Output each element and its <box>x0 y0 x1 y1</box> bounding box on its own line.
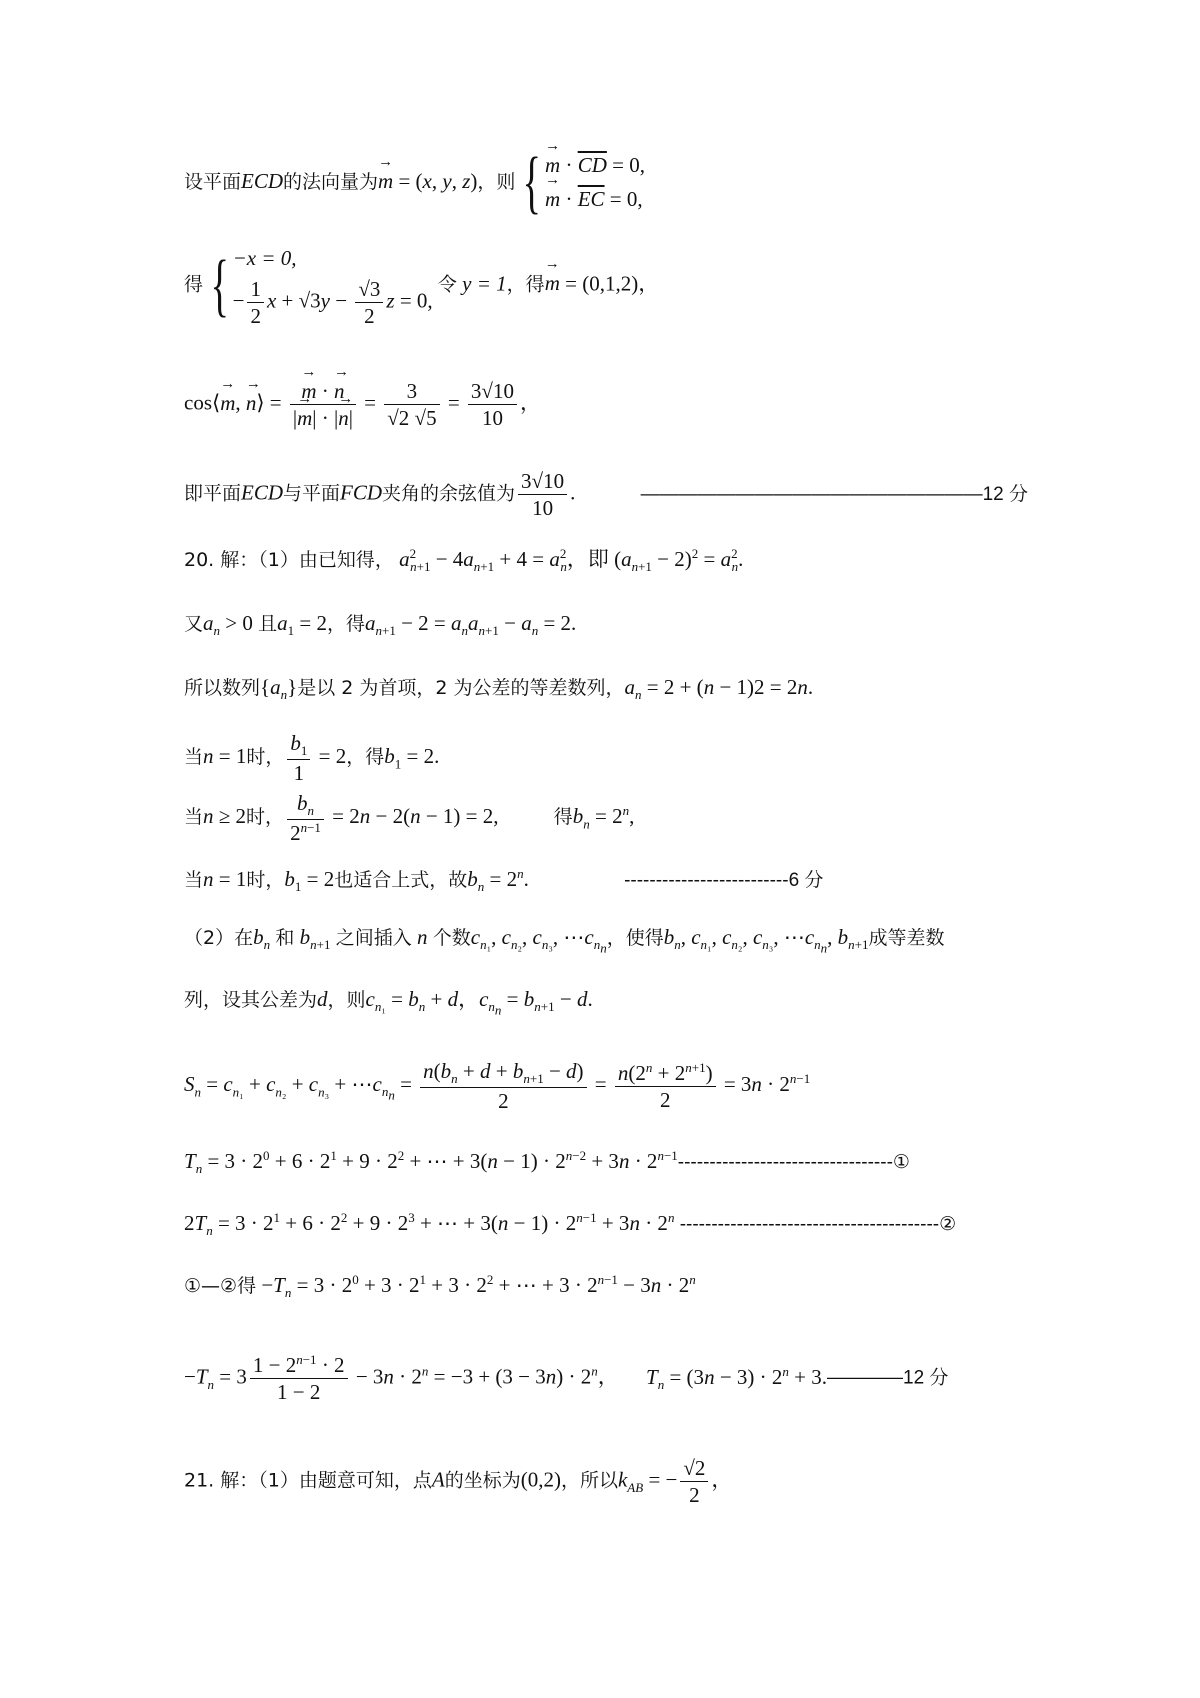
q21-line-1: 21. 解：（1）由题意可知，点A的坐标为(0,2)，所以$k_{AB}$ = − $\frac{√2}{2}$ ， <box>184 1456 733 1508</box>
text: 成等差数 <box>868 927 945 949</box>
q20-line-4: 当n = 1时， $\frac{b_1}{1}$ = 2，得$b_1 = 2$. <box>184 731 440 786</box>
cos-num: 3√10 <box>468 378 517 405</box>
score-mark: --------------------------6 分 <box>624 870 824 891</box>
text: ，则 <box>477 170 516 193</box>
text: 的坐标为 <box>444 1469 521 1492</box>
text: 令 <box>437 273 457 296</box>
subtract-line: ①—②得 $-T_n = 3 \cdot 2^0 + 3 \cdot 2^1 + 3 \cdot 2^2$ + ⋯ + $3 \cdot 2^{n-1} - 3n \cdot 2^n$ <box>184 1272 696 1301</box>
text: 且 <box>258 613 278 635</box>
text: ，得 <box>506 273 545 296</box>
text: ，得 <box>326 613 365 635</box>
point-name: A <box>431 1467 445 1492</box>
cosine-line: cos⟨→ m, → n⟩ = → $\frac{m \cdot \to n}{|\to m| \cdot |\to n|}$ = $\frac{3}{√2 √5}$ = $\frac{3√10}{10}$ ， <box>184 378 1050 432</box>
left-brace: { <box>522 144 542 221</box>
text: ，则 <box>327 989 366 1011</box>
plane-name: FCD <box>340 480 383 505</box>
equation-rhs: = 0, <box>609 187 643 211</box>
text: ，所以 <box>560 1469 618 1492</box>
text: 又 <box>184 613 204 635</box>
text: 夹角的余弦值为 <box>382 482 516 505</box>
vector-m: → m <box>378 168 393 194</box>
cos-fraction: → $\frac{m \cdot \to n}{|\to m| \cdot |\to n|}$ <box>290 378 356 432</box>
equation-rhs: = 0, <box>612 153 645 178</box>
plane-name: ECD <box>241 168 284 193</box>
text: 所以数列 <box>184 677 261 699</box>
left-brace: { <box>210 246 230 324</box>
sn-line: $S_n = c_{n_1} + c_{n_2} + c_{n_3}$ + $\cdots c_{n_n}$ = $\frac{n(b_n + d + b_{n+1} - d)}{2}$ = $\frac{n(2^n + 2^{n+1})}{2}$ = $3n \cdot 2^{n-1}$ <box>184 1059 811 1114</box>
text: ①—②得 <box>184 1275 257 1297</box>
text: （2）在 <box>184 927 254 949</box>
normal-vector-line: 设平面ECD的法向量为→ m = (x, y, z)，则 { → $m \cdot \overline{CD} = 0$, → $m \cdot \overline{EC} = 0$, <box>184 148 1050 218</box>
q20-line-1: 20. 解：（1）由已知得， $a^2_{n+1} - 4a_{n+1} + 4 = a^2_n$，即 $(a_{n+1} - 2)^2 = a^2_n$. <box>184 546 744 575</box>
tn-line: $T_n = 3 \cdot 2^0 + 6 \cdot 2^1 + 9 \cdot 2^2$ + ⋯ + $3(n - 1) \cdot 2^{n-2} + 3n$ · $2^{n-1}----------------------------------①$ <box>184 1148 910 1177</box>
coordinate: (0,2) <box>520 1467 561 1492</box>
system-solution-line: 得 { −x = 0, − $\frac{1}{2}$ x + √3y − $\frac{√3}{2}$ z = 0, 令 y = 1，得→ m = (0,1,2)， <box>184 242 1050 329</box>
text: 列，设其公差为 <box>184 989 318 1011</box>
text: 得 <box>553 806 573 829</box>
text: 的法向量为 <box>283 170 379 193</box>
text: ，使得 <box>606 927 664 949</box>
text: 之间插入 <box>335 927 412 949</box>
question-label: 21. 解：（1）由题意可知，点 <box>184 1469 432 1492</box>
q20-line-3: 所以数列$\{a_n\}$是以 2 为首项，2 为公差的等差数列，$a_n = 2 + (n - 1)2 = 2n$. <box>184 675 814 703</box>
equation-system: → $m \cdot \overline{CD} = 0$, → $m \cdot \overline{EC} = 0$, <box>545 149 645 216</box>
equation-marker-2: -----------------------------------------② <box>679 1214 957 1235</box>
score-mark: ————12 分 <box>827 1367 949 1389</box>
text: 与平面 <box>283 482 341 505</box>
text: 和 <box>275 927 295 949</box>
text: 是以 2 为首项，2 为公差的等差数列， <box>297 677 625 699</box>
text: 即平面 <box>184 482 242 505</box>
equation-system <box>233 242 433 329</box>
text: 也适合上式，故 <box>334 869 468 891</box>
question-label: 20. 解：（1）由已知得， <box>184 549 394 571</box>
text: 得 <box>184 273 204 296</box>
q20-part2-line-2: 列，设其公差为d，则$c_{n_1} = b_n + d$，$c_{n_n} = b_{n+1} - d$. <box>184 987 593 1018</box>
text: 当 <box>184 746 204 769</box>
equation-1: −x = 0, <box>232 246 297 270</box>
2tn-line: $2T_n = 3 \cdot 2^1 + 6 \cdot 2^2 + 9 \cdot 2^3$ + ⋯ + $3(n - 1) \cdot 2^{n-1} + 3n \cdot 2^n$ -----------------------------------------② <box>184 1210 957 1239</box>
conclusion-line: 即平面ECD与平面FCD夹角的余弦值为 $\frac{3√10}{10}$ . ——————————————————12 分 <box>184 469 1028 521</box>
q20-line-5: 当n ≥ 2时， $\frac{b_n}{2^{n-1}}$ = 2n − 2(n − 1) = 2, 得$b_n = 2^n$, <box>184 791 635 846</box>
text: 个数 <box>432 927 471 949</box>
q20-line-2: 又$a_n > 0$ 且$a_1 = 2$，得$a_{n+1} - 2 = a_na_{n+1} - a_n = 2$. <box>184 611 577 639</box>
text: 时， <box>246 746 285 769</box>
m-value: = (0,1,2) <box>565 271 639 296</box>
equation-marker-1: ----------------------------------① <box>677 1152 910 1173</box>
q20-line-6: 当n = 1时，$b_1 = 2$也适合上式，故$b_n = 2^n$. --------------------------6 分 <box>184 866 824 895</box>
equation-2: − $\frac{1}{2}$ x + √3y − $\frac{√3}{2}$ z = 0, <box>232 276 433 328</box>
text: ，得 <box>346 746 385 769</box>
cos-den: 10 <box>481 406 503 431</box>
text: 设平面 <box>184 170 242 193</box>
q20-part2-line-1: （2）在$b_n$ 和 $b_{n+1}$ 之间插入 n 个数$c_{n_1}$, $c_{n_2}$, $c_{n_3}$, $\cdots c_{n_n}$，使得$b_n$, $c_{n_1}$, $c_{n_2}$, $c_{n_3}$, $\cdots c_{n_n}$, $b_{n+1}$成等差数 <box>184 925 945 956</box>
let-value: y = 1 <box>462 271 507 296</box>
tn-result-line: $-T_n = 3$ $\frac{1 - 2^{n-1} \cdot 2}{1 - 2}$ − $3n \cdot 2^n = -3 + (3 - 3n) \cdot 2^n$， $T_n = (3n - 3) \cdot 2^n$ + 3.————12 分 <box>184 1352 949 1405</box>
score-mark: ——————————————————12 分 <box>640 483 1028 505</box>
plane-name: ECD <box>241 480 284 505</box>
